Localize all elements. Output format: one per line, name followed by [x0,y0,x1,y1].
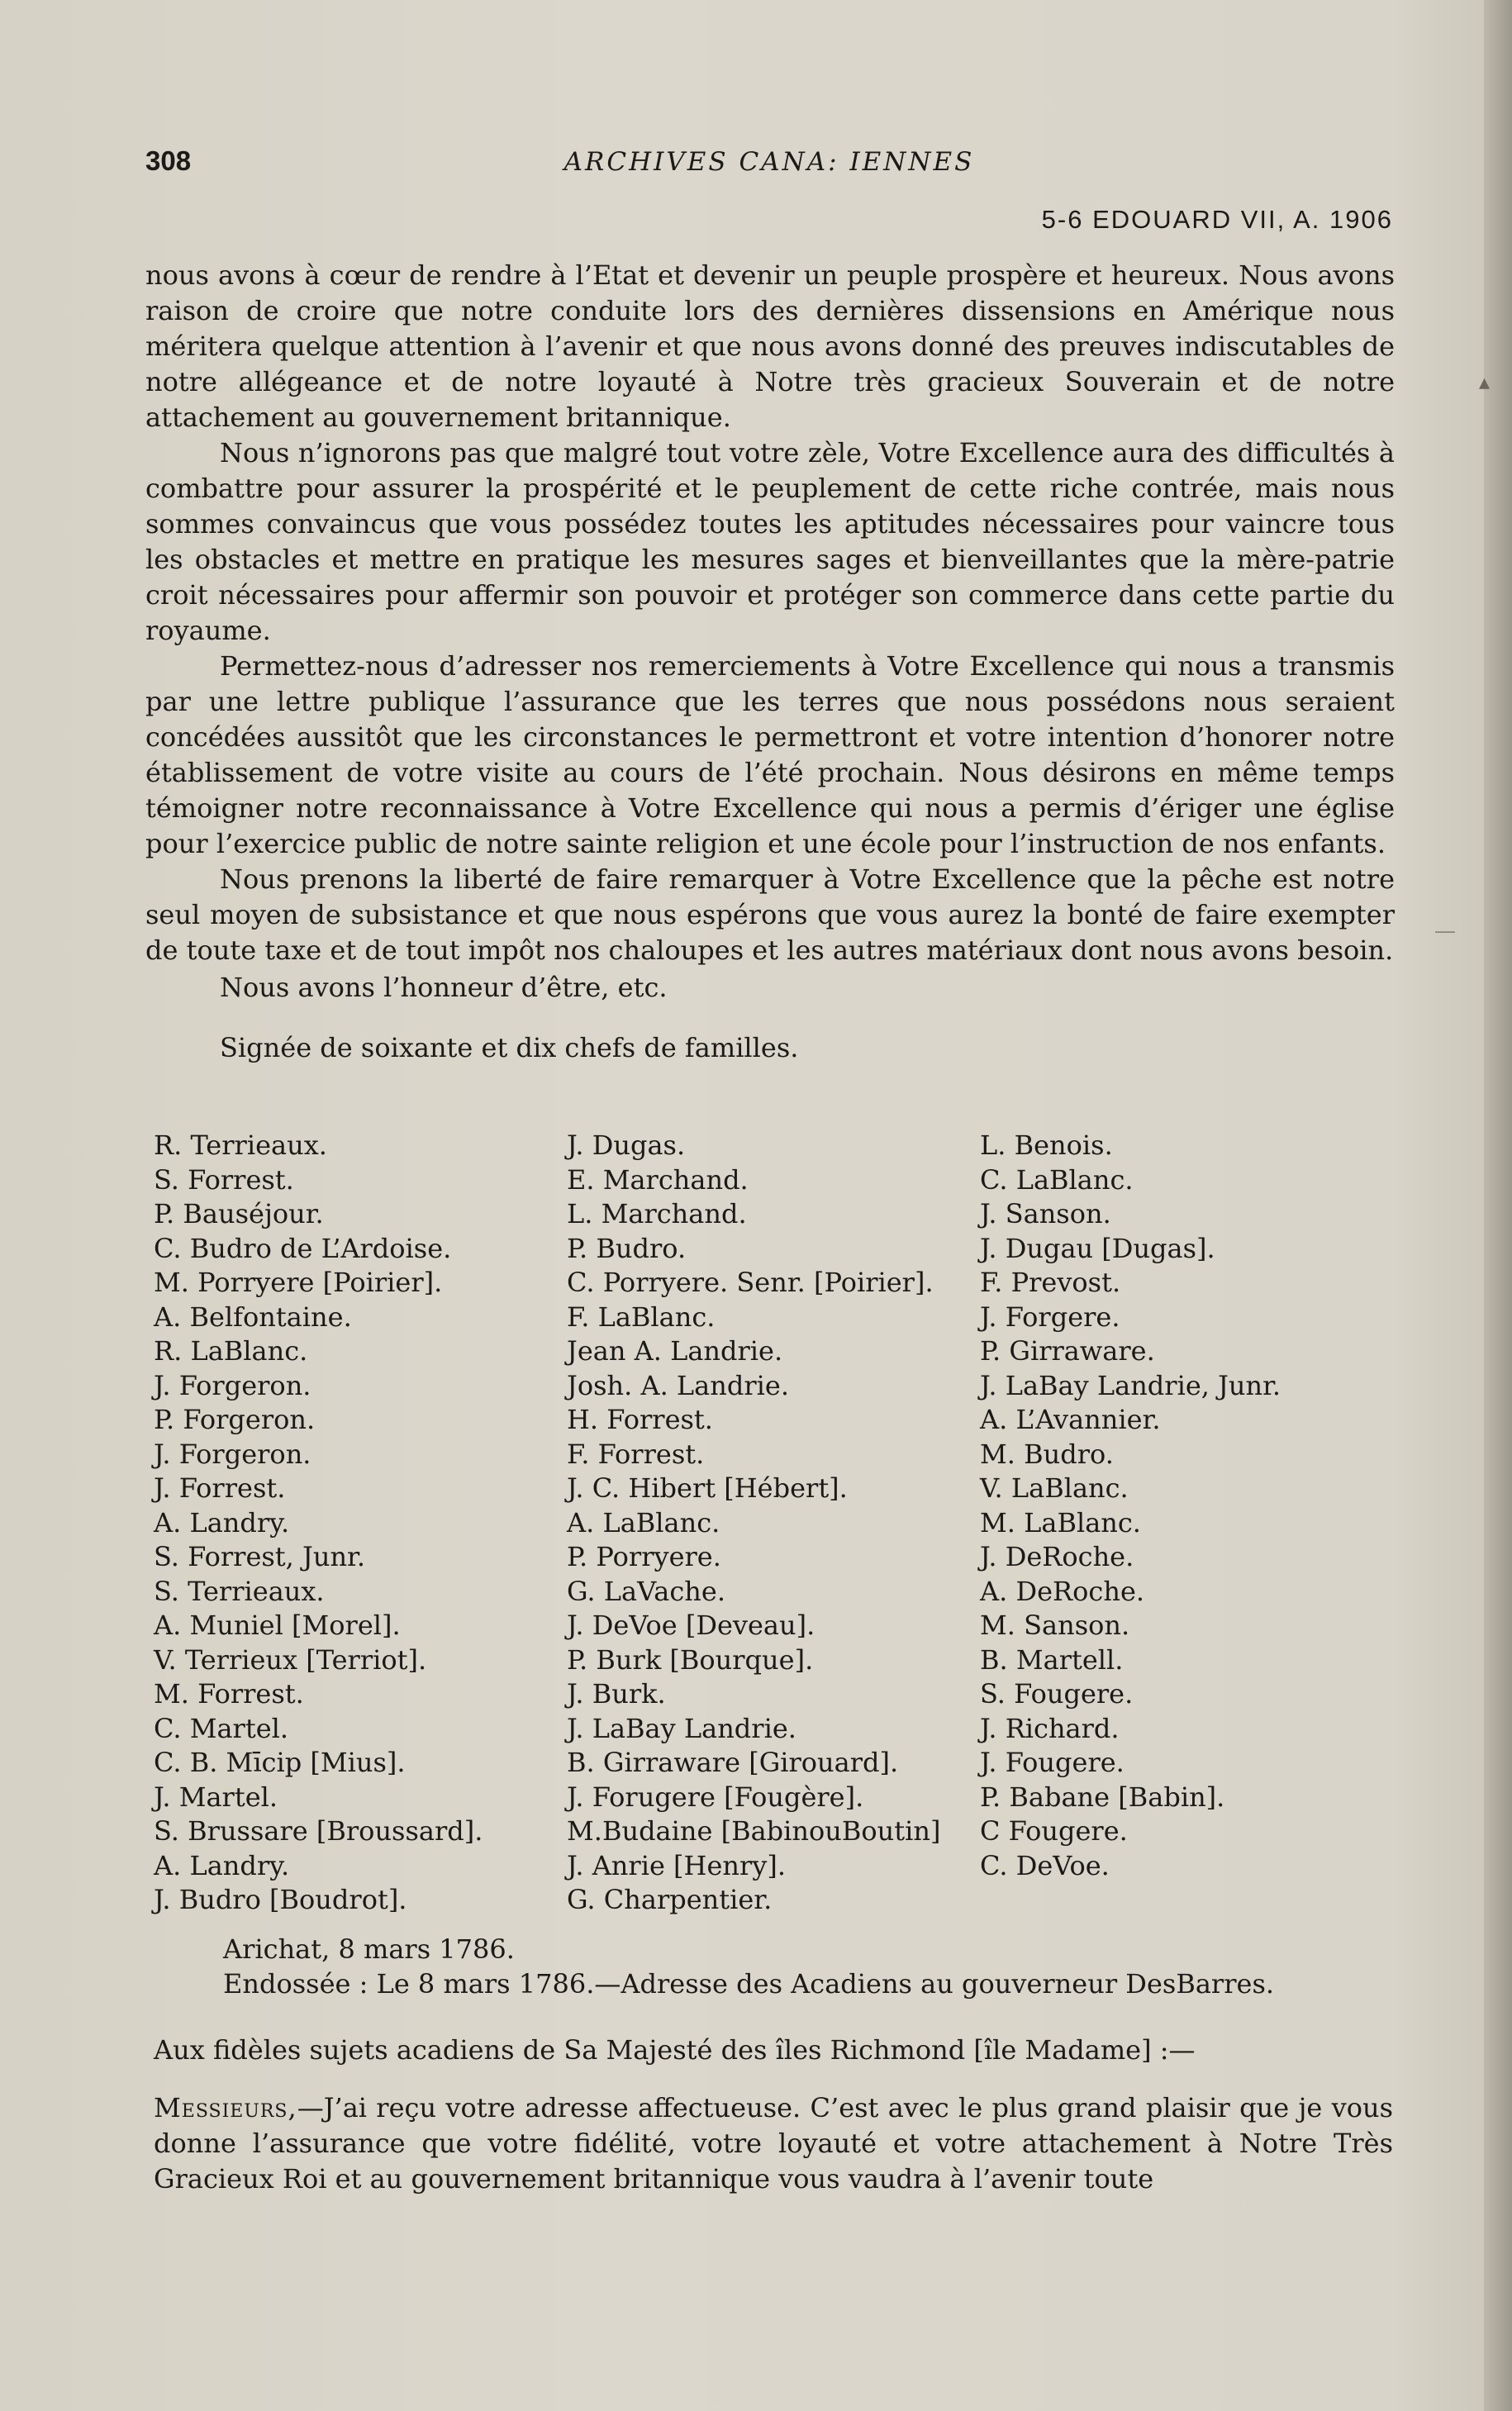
signature-entry: R. LaBlanc. [154,1335,308,1367]
reply-address: Aux fidèles sujets acadiens de Sa Majesté des îles Richmond [île Madame] :— [154,2034,1196,2066]
signature-entry: H. Forrest. [567,1404,713,1435]
signature-list [154,1129,1393,1918]
signature-entry: J. Anrie [Henry]. [567,1849,787,1881]
margin-dash: — [1434,919,1456,944]
paragraph: Permettez-nous d’adresser nos remerciements à Votre Excellence qui nous a transmis par une lettre publique l’assurance que les terres que nous possédons nous seraient concédées aussitôt que les circonstances le permettront et votre intention d’honorer notre établissement de votre visite au cours de l’été prochain. Nous désirons en même temps témoigner notre reconnaissance à Votre Excellence qui nous a permis d’ériger une église pour l’exercice public de notre sainte religion et une école pour l’instruction de nos enfants. [145,650,1395,859]
signature-column-1 [154,1129,567,1918]
page-number: 308 [145,145,192,176]
signature-entry: M.Budaine [BabinouBoutin] [567,1815,941,1847]
signature-entry: C. Porryere. Senr. [Poirier]. [567,1267,934,1298]
signature-entry: J. Forgeron. [154,1438,311,1470]
paragraph: nous avons à cœur de rendre à l’Etat et devenir un peuple prospère et heureux. Nous avons raison de croire que notre conduite lors des dernières dissensions en Amérique nous méritera quelque attention à l’avenir et que nous avons donné des preuves indiscutables de notre allégeance et de notre loyauté à Notre très gracieux Souverain et de notre attachement au gouvernement britannique. [145,259,1395,433]
signature-entry: L. Marchand. [567,1198,747,1229]
signature-entry: A. Landry. [154,1849,290,1881]
signature-entry: S. Forrest. [154,1163,294,1196]
signature-entry: M. Budro. [980,1438,1114,1470]
closing-line: Nous avons l’honneur d’être, etc. [220,972,668,1003]
signature-entry: J. Budro [Boudrot]. [154,1884,407,1915]
page-header [145,145,1393,234]
signed-by-line: Signée de soixante et dix chefs de familles. [220,1032,799,1063]
signature-entry: J. Sanson. [980,1198,1111,1229]
signature-entry: A. Muniel [Morel]. [154,1610,401,1641]
signature-entry: M. Sanson. [980,1610,1130,1641]
signature-entry: J. Fougere. [980,1747,1124,1778]
signature-entry: J. Martel. [154,1781,278,1813]
signature-entry: C. LaBlanc. [980,1163,1134,1196]
signature-entry: F. Forrest. [567,1438,705,1470]
signature-entry: M. Porryere [Poirier]. [154,1267,443,1298]
signature-entry: J. Dugau [Dugas]. [980,1232,1215,1264]
signature-entry: C. DeVoe. [980,1849,1110,1881]
signature-entry: A. DeRoche. [980,1575,1145,1607]
margin-mark: ▴ [1479,370,1491,395]
signature-column-3 [980,1129,1393,1918]
signature-entry: E. Marchand. [567,1163,749,1196]
signature-entry: F. Prevost. [980,1267,1121,1298]
signature-entry: P. Babane [Babin]. [980,1781,1225,1813]
signature-entry: V. Terrieux [Terriot]. [154,1643,427,1676]
signature-entry: M. Forrest. [154,1678,304,1710]
signature-entry: J. Dugas. [567,1129,686,1161]
signature-entry: P. Budro. [567,1232,687,1264]
signature-entry: C. B. Mīcip [Mius]. [154,1747,406,1778]
signature-entry: A. Belfontaine. [154,1301,352,1333]
session-label: 5-6 EDOUARD VII, A. 1906 [1041,205,1393,234]
signature-entry: J. Burk. [567,1678,666,1710]
signature-entry: P. Girraware. [980,1335,1155,1367]
signature-entry: J. LaBay Landrie, Junr. [980,1369,1281,1401]
page-edge [1484,0,1512,2411]
signature-column-2 [567,1129,980,1918]
endorsement: Endossée : Le 8 mars 1786.—Adresse des Acadiens au gouverneur DesBarres. [223,1968,1275,2000]
signature-entry: G. LaVache. [567,1575,725,1607]
signature-entry: F. LaBlanc. [567,1301,716,1333]
signature-entry: Josh. A. Landrie. [567,1369,789,1401]
signature-entry: R. Terrieaux. [154,1129,327,1161]
signature-entry: J. C. Hibert [Hébert]. [567,1472,848,1504]
signature-entry: J. DeRoche. [980,1541,1134,1572]
signature-entry: M. LaBlanc. [980,1506,1141,1538]
signature-entry: S. Terrieaux. [154,1575,325,1607]
signature-entry: J. DeVoe [Deveau]. [567,1610,815,1641]
paragraph: Nous n’ignorons pas que malgré tout votre zèle, Votre Excellence aura des difficultés à combattre pour assurer la prospérité et le peuplement de cette riche contrée, mais nous sommes convaincus que vous possédez toutes les aptitudes nécessaires pour vaincre tous les obstacles et mettre en pratique les mesures sages et bienveillantes que la mère-patrie croit nécessaires pour affermir son pouvoir et protéger son commerce dans cette partie du royaume. [145,437,1395,646]
signature-entry: P. Bauséjour. [154,1198,324,1229]
signature-entry: C. Martel. [154,1712,289,1744]
signature-entry: P. Porryere. [567,1541,721,1572]
signature-entry: P. Burk [Bourque]. [567,1643,814,1676]
signature-entry: C Fougere. [980,1815,1128,1847]
paragraph: Nous prenons la liberté de faire remarquer à Votre Excellence que la pêche est notre seul moyen de subsistance et que nous espérons que vous aurez la bonté de faire exempter de toute taxe et de tout impôt nos chaloupes et les autres matériaux dont nous avons besoin. [145,863,1395,966]
signature-entry: Jean A. Landrie. [567,1335,783,1367]
signature-entry: G. Charpentier. [567,1884,773,1915]
running-title: ARCHIVES CANA: IENNES [563,147,975,177]
signature-entry: C. Budro de L’Ardoise. [154,1232,452,1264]
signature-entry: J. Richard. [980,1712,1120,1744]
signature-entry: P. Forgeron. [154,1404,316,1435]
dateline: Arichat, 8 mars 1786. [223,1933,515,1965]
signature-entry: S. Brussare [Broussard]. [154,1815,483,1847]
signature-entry: A. Landry. [154,1506,290,1538]
reply-body [154,2090,1393,2197]
reply-text: —J’ai reçu votre adresse affectueuse. C’est avec le plus grand plaisir que je vous donne l’assurance que votre fidélité, votre loyauté et votre attachement à Notre Très Gracieux Roi et au gouvernement britannique vous vaudra à l’avenir toute [154,2092,1393,2195]
signature-entry: J. Forgere. [980,1301,1120,1333]
signature-entry: A. L’Avannier. [980,1404,1161,1435]
signature-entry: B. Girraware [Girouard]. [567,1747,899,1778]
signature-entry: V. LaBlanc. [980,1472,1129,1504]
reply-salutation: Messieurs, [154,2092,297,2123]
letter-body [145,258,1395,1066]
signature-entry: S. Fougere. [980,1678,1134,1710]
signature-entry: J. Forrest. [154,1472,286,1504]
signature-entry: L. Benois. [980,1129,1113,1161]
signature-entry: J. Forugere [Fougère]. [567,1781,864,1813]
signature-entry: J. Forgeron. [154,1369,311,1401]
signature-entry: A. LaBlanc. [567,1506,720,1538]
signature-entry: J. LaBay Landrie. [567,1712,796,1744]
signature-entry: S. Forrest, Junr. [154,1541,365,1572]
signature-entry: B. Martell. [980,1643,1124,1676]
